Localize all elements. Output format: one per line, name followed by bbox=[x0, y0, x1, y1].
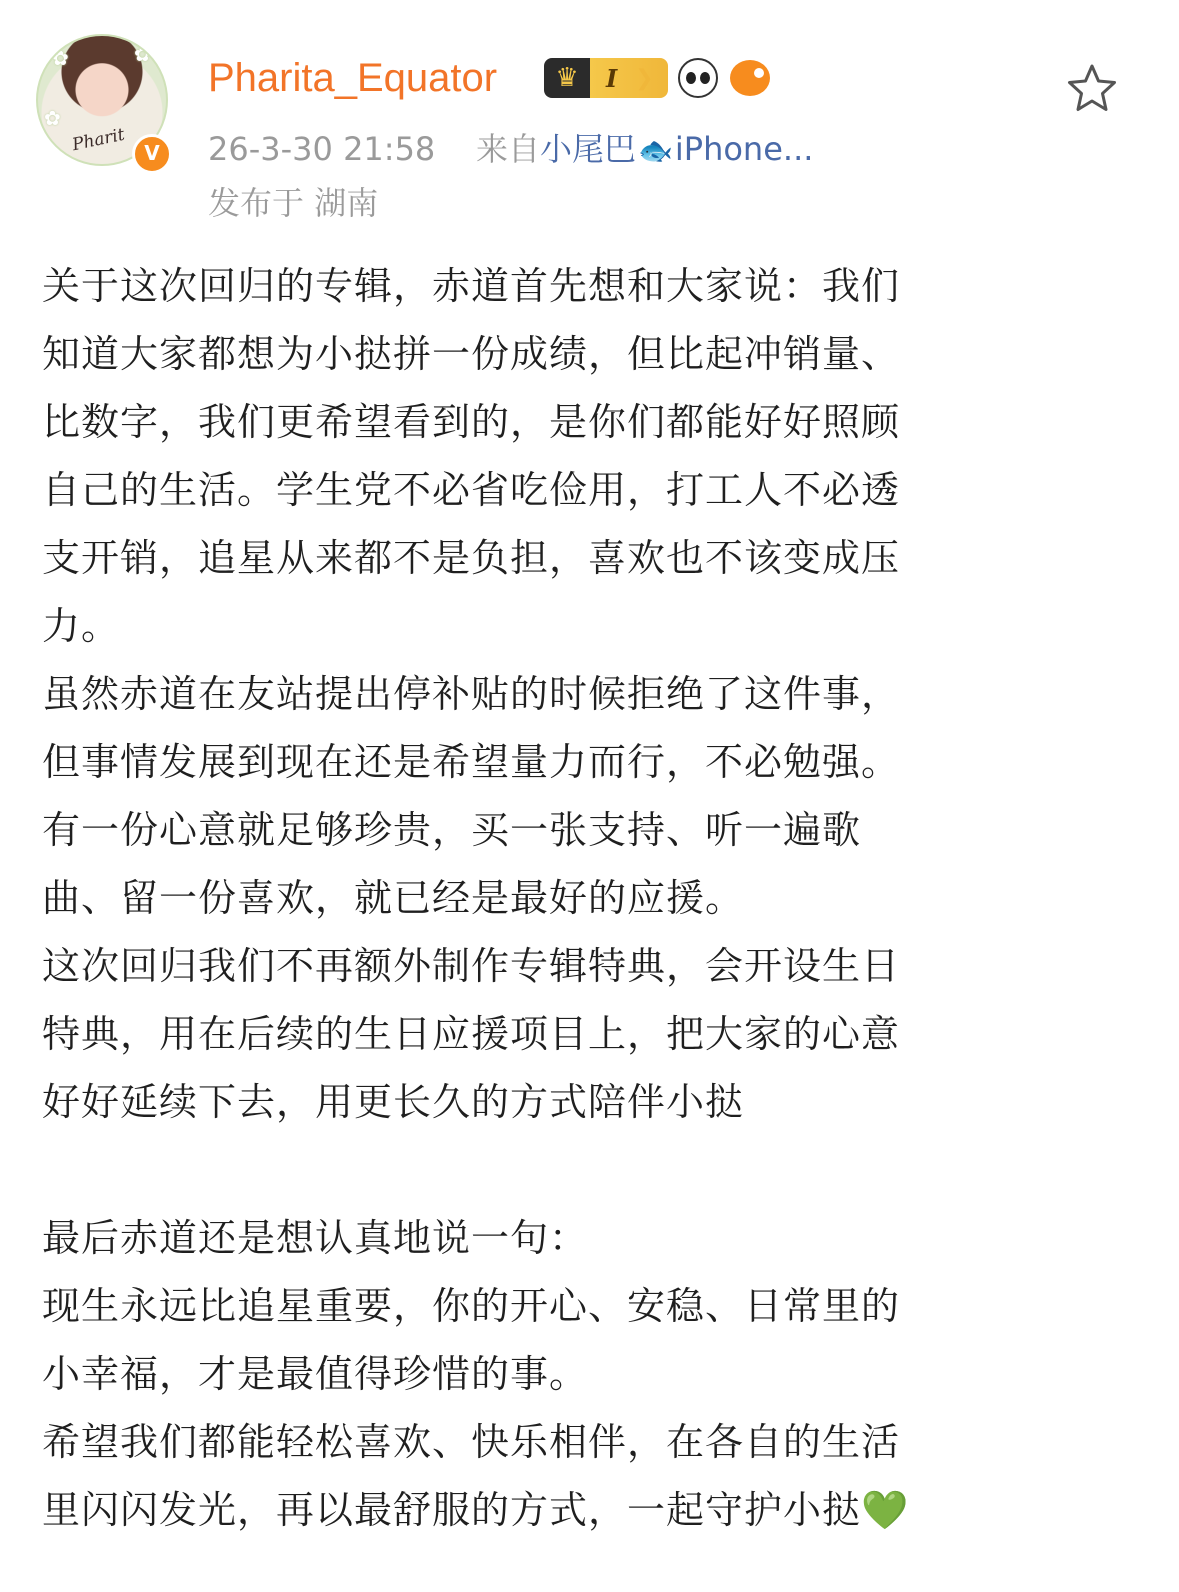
content-line: 力。 bbox=[42, 604, 121, 648]
flower-decoration-icon: ✿ bbox=[134, 42, 151, 66]
content-line: 特典，用在后续的生日应援项目上，把大家的心意 bbox=[42, 1012, 901, 1056]
content-line: 有一份心意就足够珍贵，买一张支持、听一遍歌 bbox=[42, 808, 862, 852]
content-line-text: 里闪闪发光，再以最舒服的方式，一起守护小挞 bbox=[42, 1488, 862, 1532]
content-line: 小幸福，才是最值得珍惜的事。 bbox=[42, 1352, 589, 1396]
username[interactable]: Pharita_Equator bbox=[208, 56, 498, 100]
content-line: 自己的生活。学生党不必省吃俭用，打工人不必透 bbox=[42, 468, 901, 512]
content-line: 希望我们都能轻松喜欢、快乐相伴，在各自的生活 bbox=[42, 1420, 901, 1464]
avatar[interactable] bbox=[36, 34, 172, 170]
post-meta bbox=[208, 124, 813, 170]
from-label: 来自 bbox=[475, 130, 540, 168]
location-prefix: 发布于 bbox=[208, 184, 305, 222]
post-location bbox=[208, 178, 378, 224]
paragraph-gap bbox=[42, 1136, 1102, 1204]
content-line: 比数字，我们更希望看到的，是你们都能好好照顾 bbox=[42, 400, 901, 444]
flower-decoration-icon: ✿ bbox=[44, 106, 61, 130]
content-line: 最后赤道还是想认真地说一句： bbox=[42, 1216, 589, 1260]
fish-icon[interactable] bbox=[730, 60, 770, 96]
content-line: 虽然赤道在友站提出停补贴的时候拒绝了这件事， bbox=[42, 672, 901, 716]
content-line-last bbox=[42, 1476, 1102, 1544]
avatar-signature: Pharit bbox=[70, 124, 127, 156]
flower-decoration-icon: ✿ bbox=[52, 46, 69, 70]
crown-icon: ♛ bbox=[555, 63, 579, 93]
content-line: 知道大家都想为小挞拼一份成绩，但比起冲销量、 bbox=[42, 332, 901, 376]
fish-emoji-icon: 🐟 bbox=[638, 134, 673, 167]
post-header bbox=[0, 0, 1179, 240]
membership-level: I bbox=[606, 63, 618, 93]
panda-icon[interactable] bbox=[678, 58, 718, 98]
chevron-right-icon: ❯ bbox=[635, 65, 654, 91]
content-line: 支开销，追星从来都不是负担，喜欢也不该变成压 bbox=[42, 536, 901, 580]
post-date: 26-3-30 21:58 bbox=[208, 130, 436, 168]
user-badges bbox=[544, 58, 770, 98]
content-line: 现生永远比追星重要，你的开心、安稳、日常里的 bbox=[42, 1284, 901, 1328]
post-content bbox=[42, 252, 1102, 1544]
content-line: 好好延续下去，用更长久的方式陪伴小挞 bbox=[42, 1080, 745, 1124]
star-outline-icon[interactable] bbox=[1066, 62, 1118, 114]
verified-icon: V bbox=[132, 134, 172, 174]
content-line: 曲、留一份喜欢，就已经是最好的应援。 bbox=[42, 876, 745, 920]
membership-badge[interactable] bbox=[544, 58, 668, 98]
source-device: iPhone... bbox=[674, 130, 814, 168]
location-name: 湖南 bbox=[314, 184, 379, 222]
content-line: 关于这次回归的专辑，赤道首先想和大家说：我们 bbox=[42, 264, 901, 308]
source-link[interactable] bbox=[540, 130, 813, 168]
content-line: 但事情发展到现在还是希望量力而行，不必勉强。 bbox=[42, 740, 901, 784]
source-name: 小尾巴 bbox=[539, 130, 636, 168]
content-line: 这次回归我们不再额外制作专辑特典，会开设生日 bbox=[42, 944, 901, 988]
green-heart-icon: 💚 bbox=[861, 1488, 910, 1532]
